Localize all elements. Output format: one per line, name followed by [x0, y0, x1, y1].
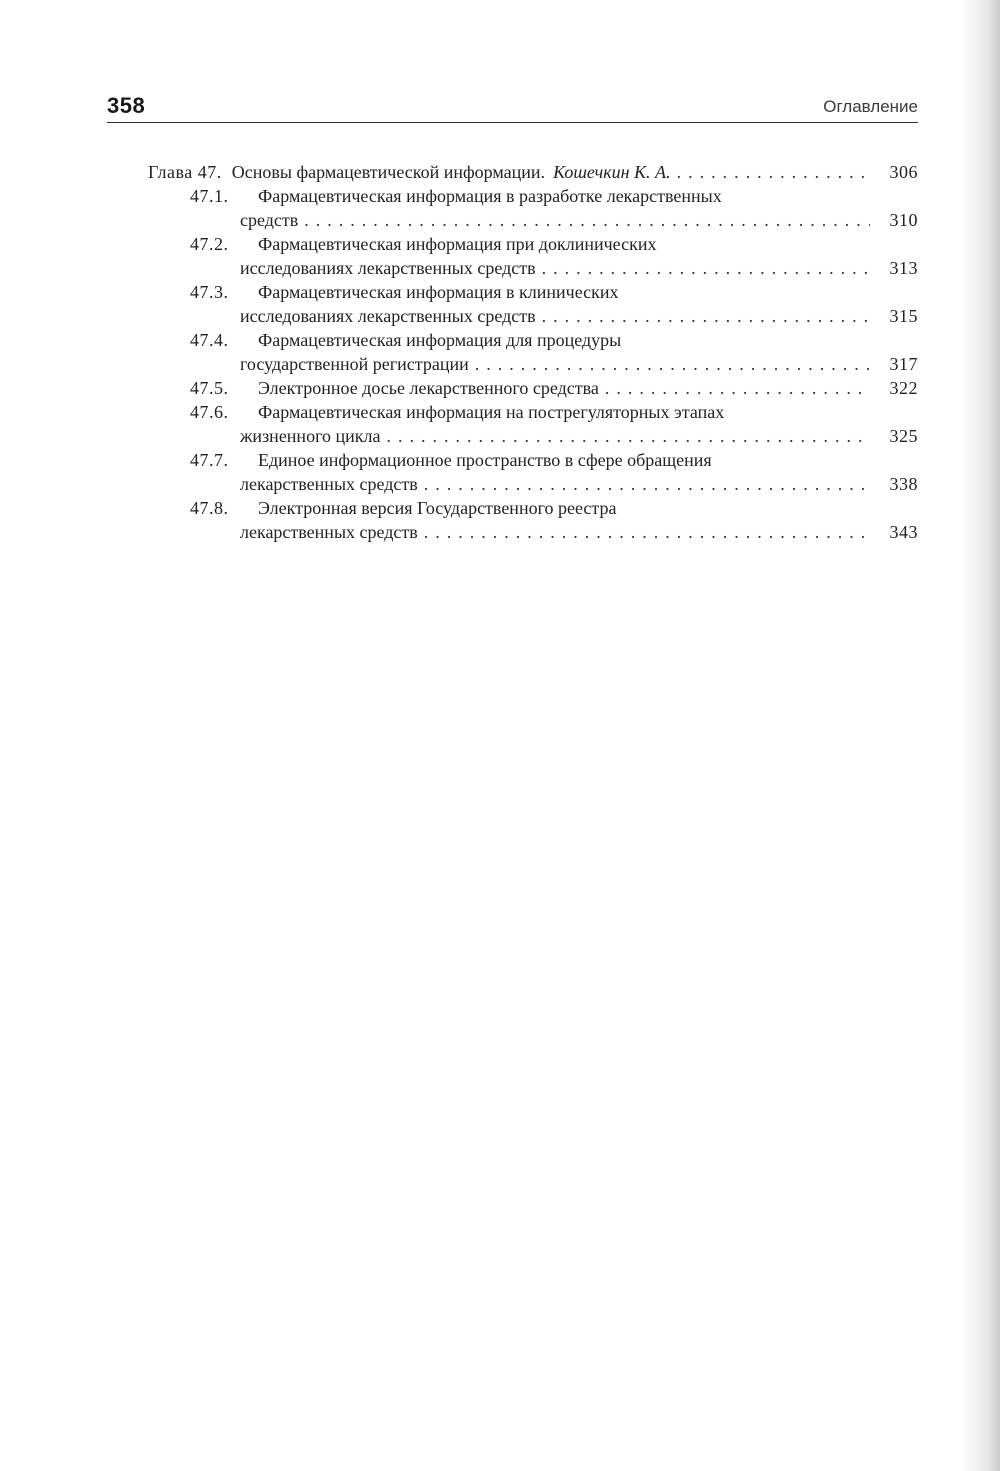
section-title: Единое информационное пространство в сфере обращения [258, 450, 712, 470]
dot-leader [475, 352, 870, 376]
section-title-continued: жизненного цикла [240, 426, 381, 446]
section-title-continued: средств [240, 210, 299, 230]
section-number: 47.6. [190, 402, 229, 422]
section-title-continued: исследованиях лекарственных средств [240, 258, 536, 278]
page-number: 358 [107, 93, 146, 118]
toc-section-47-5[interactable] [148, 376, 918, 400]
dot-leader [542, 256, 870, 280]
section-title: Фармацевтическая информация в клинических [258, 282, 619, 302]
section-page: 322 [889, 378, 918, 398]
page-header [107, 92, 918, 123]
toc-chapter-47[interactable] [148, 160, 918, 184]
section-number: 47.3. [190, 282, 229, 302]
section-number: 47.5. [190, 378, 229, 398]
dot-leader [542, 304, 870, 328]
toc-section-47-6[interactable] [148, 400, 918, 448]
page-edge-shadow [960, 0, 1000, 1471]
section-page: 310 [889, 210, 918, 230]
section-number: 47.7. [190, 450, 229, 470]
section-title-continued: лекарственных средств [240, 474, 418, 494]
section-number: 47.4. [190, 330, 229, 350]
toc-section-47-1[interactable] [148, 184, 918, 232]
section-page: 325 [889, 426, 918, 446]
dot-leader [677, 160, 870, 184]
toc-section-47-8[interactable] [148, 496, 918, 544]
section-title: Электронная версия Государственного реестра [258, 498, 617, 518]
section-page: 313 [889, 258, 918, 278]
toc-line [148, 160, 918, 184]
section-number: 47.8. [190, 498, 229, 518]
section-title: Фармацевтическая информация для процедуры [258, 330, 622, 350]
section-title-continued: лекарственных средств [240, 522, 418, 542]
section-title-continued: государственной регистрации [240, 354, 469, 374]
section-number: 47.1. [190, 186, 229, 206]
chapter-title: Основы фармацевтической информации. [231, 162, 546, 182]
dot-leader [605, 376, 870, 400]
chapter-label: Глава 47. [148, 162, 222, 182]
dot-leader [386, 424, 870, 448]
chapter-page: 306 [889, 162, 918, 182]
section-title: Электронное досье лекарственного средства [258, 378, 599, 398]
chapter-author: Кошечкин К. А. [553, 162, 671, 182]
toc-section-47-3[interactable] [148, 280, 918, 328]
dot-leader [424, 520, 870, 544]
toc-section-47-2[interactable] [148, 232, 918, 280]
section-title-continued: исследованиях лекарственных средств [240, 306, 536, 326]
dot-leader [304, 208, 870, 232]
section-title: Фармацевтическая информация в разработке лекарственных [258, 186, 722, 206]
section-title: Фармацевтическая информация на пострегуляторных этапах [258, 402, 725, 422]
section-page: 338 [889, 474, 918, 494]
section-title: Фармацевтическая информация при доклинических [258, 234, 657, 254]
section-number: 47.2. [190, 234, 229, 254]
toc-section-47-4[interactable] [148, 328, 918, 376]
section-page: 343 [889, 522, 918, 542]
section-page: 315 [889, 306, 918, 326]
running-title: Оглавление [823, 97, 918, 116]
section-page: 317 [889, 354, 918, 374]
toc-section-47-7[interactable] [148, 448, 918, 496]
dot-leader [424, 472, 870, 496]
table-of-contents [148, 160, 918, 544]
